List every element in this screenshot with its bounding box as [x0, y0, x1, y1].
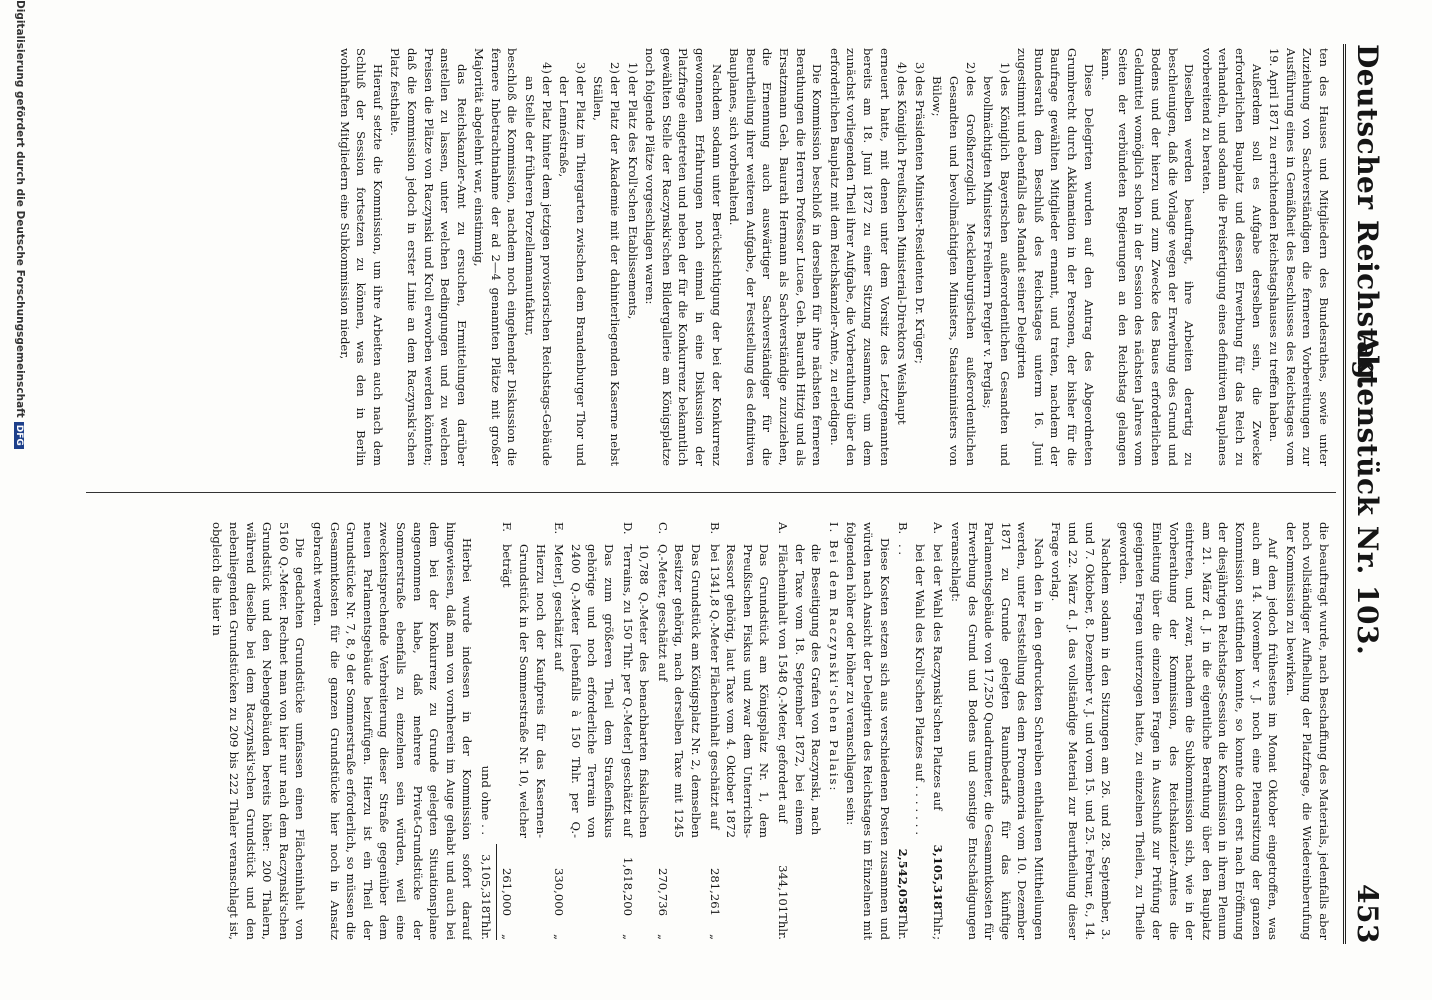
cost-row — [706, 522, 772, 940]
item-text: des Präsidenten Minister-Residenten Dr. Krüger; — [912, 76, 927, 364]
total-amount: 3,105,318 — [478, 854, 493, 914]
row-unit: „ — [620, 933, 635, 940]
row-unit: „ — [655, 933, 670, 940]
total-row — [477, 522, 494, 940]
cost-row — [551, 522, 617, 940]
section-heading: I. Bei dem Raczynski'schen Palais: — [826, 522, 841, 793]
list-item — [522, 48, 555, 466]
cost-row — [774, 522, 824, 940]
row-text: Das Grundstück am Königsplatz Nr. 1, dem Preußischen Fiskus und zwar dem Unterrichts-Ressort gehörig, laut Taxe vom 4. Oktober 1872 bei 1341,8 Q.-Meter Flächeninhalt geschätzt auf — [707, 544, 772, 838]
document-number: Aktenstück Nr. 103. — [1351, 332, 1384, 656]
total-text: und ohne . . — [478, 765, 493, 836]
cost-row — [499, 522, 549, 940]
paragraph: Die gedachten Grundstücke umfassen einen Flächeninhalt von 5160 Q.-Meter. Rechnet man von hier nur nach dem Raczynski'schen Grundstück und den Nebengebäuden bereits höher: 200 Thalern, während dieselbe bei dem Raczynski'schen Grundstück und den nebenliegenden Grundstücken zu 209 bis 222 Thaler veranschlagt ist, obgleich die hier in — [210, 522, 308, 940]
item-marker: 4) — [539, 62, 554, 74]
paragraph: Nachdem sodann in den Sitzungen am 26. und 28. September, 3. und 7. Oktober, 8. Dezember v. J. und vom 15. und 25. Februar, 6., 14. und 22. März d. J. das vollständige Material zur Beurtheilung dieser Frage vorlag. — [1049, 522, 1114, 940]
row-unit: Thlr. — [896, 913, 911, 940]
row-amount: 344,101 — [776, 865, 790, 914]
item-marker: 2) — [963, 62, 978, 74]
left-column — [82, 48, 1332, 466]
cost-row — [895, 522, 928, 940]
row-text: bei der Wahl des Kroll'schen Platzes auf . . . . . . . . . — [896, 544, 927, 836]
paragraph: Hierbei wurde indessen in der Kommission sofort darauf hingewiesen, daß man von vornherein im Auge gehabt und auch bei dem bei der Konkurrenz zu Grunde gelegten Situationsplane angenommen habe, daß mehrere Privat-Grundstücke der Sommerstraße ebenfalls zu einzelnen sein würden, weil eine zweckentsprechende Verbreiterung dieser Straße gegenüber dem neuen Parlamentsgebäude beizufügen. Hierzu ist ein Theil der Grundstücke Nr. 7, 8, 9 der Sommerstraße erforderlich, so müssen die Gesammtkosten für die ganzen Grundstücke hier noch in Ansatz gebracht werden. — [310, 522, 475, 940]
item-marker: 4) — [895, 62, 910, 74]
row-marker: E. — [552, 522, 567, 535]
row-amount: 281,261 — [707, 868, 722, 916]
row-marker: C. — [655, 522, 670, 535]
item-marker: 1) — [625, 62, 640, 74]
row-unit: „ — [552, 933, 567, 940]
paragraph: Nachdem sodann unter Berücksichtigung der bei der Konkurrenz gewonnenen Erfahrungen noch einmal in eine Diskussion der Platzfrage eingetreten und neben der für die Konkurrenz bekanntlich gewählten Stelle der Raczynski'schen Bildergallerie am Königsplatze noch folgende Plätze vorgeschlagen waren: — [643, 48, 724, 466]
running-head — [1346, 44, 1386, 944]
item-text: des Großherzoglich Mecklenburgischen außerordentlichen Gesandten und bevollmächtigten Ministers, Staatsministers von Bülow; — [930, 76, 978, 466]
row-marker: B. — [707, 522, 722, 535]
row-text: die Beseitigung des Grafen von Raczynski, nach der Taxe vom 18. September 1872, bei einem Flächeninhalt von 1548 Q.-Meter, gefordert auf — [776, 544, 824, 836]
dfg-logo: DFG — [14, 422, 24, 449]
row-amount: 1,618,200 — [620, 856, 635, 916]
paragraph: Die Kommission beschloß in derselben für ihre nächsten ferneren Berathungen die Herren Professor Lucae, Geh. Baurath Hitzig und als Ersatzmann Geh. Baurath Hermann als Sachverständige zuzuziehen, die Ernennung auch auswärtiger Sachverständiger für die Beurtheilung ihrer weiteren Aufgabe, der Feststellung des definitiven Bauplanes, sich vorbehaltend. — [727, 48, 825, 466]
list-item — [894, 48, 911, 466]
row-unit: Thlr.; — [931, 909, 946, 940]
column-divider — [86, 492, 1336, 493]
list-item — [911, 48, 928, 466]
row-amount: 2,542,058 — [896, 848, 911, 914]
item-text: der Platz im Thiergarten zwischen dem Brandenburger Thor und der Lennéstraße, — [557, 76, 588, 466]
row-amount: 330,000 — [552, 868, 567, 916]
paragraph: beschloß die Kommission, nachdem noch eingehender Diskussion die fernere Inbetrachtnahme der ad 2—4 genannten Plätze mit großer Majorität abgelehnt war, einstimmig, — [472, 48, 520, 466]
paragraph: Hierauf setzte die Kommission, um ihre Arbeiten auch nach dem Schluß der Session fortsetzen zu können, was den in Berlin wohnhaften Mitgliedern eine Subkommission nieder, — [337, 48, 385, 466]
row-text: 10,788 Q.-Meter des benachbarten fiskalischen Terrains, zu 150 Thlr. per Q.-Meter] geschätzt auf — [620, 544, 652, 838]
journal-title: Deutscher Reichstag. — [1351, 44, 1384, 391]
list-item — [556, 48, 589, 466]
right-column — [82, 522, 1332, 940]
sum-rule — [496, 844, 497, 940]
row-marker: D. — [620, 522, 635, 535]
row-marker: A. — [931, 522, 946, 535]
row-text: Das Grundstück am Königsplatz Nr. 2, demselben Besitzer gehörig, nach derselben Taxe mit 1245 Q.-Meter, geschätzt auf — [655, 544, 704, 838]
item-marker: 3) — [912, 62, 927, 74]
item-marker: 2) — [608, 62, 623, 74]
item-text: des Königlich Preußischen Ministerial-Direktors Weishaupt — [895, 76, 910, 425]
paragraph: erneuert hatte, mit denen unter dem Vorsitz des Letztgenannten bereits am 18. Juni 1872 zu einer Sitzung zusammen, um dem zunächst vorliegenden Theil ihrer Aufgabe, die Vorberathung über den erforderlichen Bauplatz mit dem Reichskanzler-Amte, zu erledigen. — [827, 48, 892, 466]
row-amount: 3,105,318 — [931, 844, 946, 910]
paragraph: Auf dem jedoch frühestens im Monat Oktober eingetroffen, was auch am 14. November v. J. noch eine Plenarsitzung der ganzen Kommission stattfinden konnte, so konnte doch erst nach Eröffnung der diesjährigen Reichstags-Session die Kommission in ihrem Plenum am 21. März d. J. in die eigentliche Berathung über den Bauplatz eintreten, und zwar, nachdem die Subkommission sich, wie in der Vorberathung der Kommission, des Reichskanzler-Amtes die Einleitung über die einzelnen Fragen in Ausschuß zur Prüfung der geeigneten Fragen unterzogen hatte, zu einzelnen Theilen, zu Theile geworden. — [1116, 522, 1281, 940]
item-text: der Platz hinter dem jetzigen provisorischen Reichstags-Gebäude an Stelle der früheren Porzellanmanufaktur, — [523, 76, 554, 466]
row-text: Hierzu noch der Kaufpreis für das Kasernen-Grundstück in der Sommerstraße Nr. 10, welcher beträgt — [500, 544, 548, 838]
row-marker: F. — [500, 522, 515, 532]
cost-row — [654, 522, 704, 940]
page-number: 453 — [1351, 884, 1384, 944]
item-text: der Platz des Kroll'schen Etablissements, — [625, 76, 640, 320]
item-text: des Königlich Bayerischen außerordentlichen Gesandten und bevollmächtigten Ministers Freiherrn Pergler v. Perglas; — [981, 76, 1012, 466]
paragraph: Nach den in den gedruckten Schreiben enthaltenen Mittheilungen werden, unter Feststellung des dem Promemoria vom 10. Dezember 1871 zu Grunde gelegten Raumbedarfs für das künftige Parlamentsgebäude von 17,250 Quadratmeter, die Gesammtkosten für Erwerbung des Grund und Bodens und sonstige Entschädigungen veranschlagt: — [948, 522, 1046, 940]
list-item — [929, 48, 979, 466]
item-marker: 3) — [573, 62, 588, 74]
list-item — [624, 48, 641, 466]
cost-row — [930, 522, 947, 940]
list-item — [590, 48, 623, 466]
row-unit: Thlr. — [776, 913, 790, 940]
paragraph: ten des Hauses und Mitgliedern des Bundesrathes, sowie unter Zuziehung von Sachverständigen die ferneren Vorbereitungen zur Ausführung eines in Gemäßheit des Beschlusses des Reichstages vom 19. April 1871 zu errichtenden Reichstagshauses zu treffen haben. — [1267, 48, 1331, 466]
row-marker: A. — [776, 522, 790, 535]
total-unit: Thlr. — [478, 913, 493, 940]
digitization-credit — [8, 0, 26, 1000]
row-text: Das zum größeren Theil dem Straßenfiskus gehörige und noch erforderliche Terrain von 2400 Q.-Meter [ebenfalls à 150 Thlr. per Q.-Meter], geschätzt auf — [552, 544, 617, 838]
list-item — [980, 48, 1013, 466]
item-text: der Platz der Akademie mit der dahinterliegenden Kaserne nebst Ställen, — [591, 76, 623, 466]
paragraph: die beauftragt wurde, nach Beschaffung des Materials, jedenfalls aber noch vollständiger Aufhellung der Platzfrage, die Wiedereinberufung der Kommission zu bewirken. — [1283, 522, 1331, 940]
row-amount: 261,000 — [500, 868, 515, 916]
item-marker: 1) — [997, 62, 1012, 74]
header-rule — [1343, 44, 1346, 944]
paragraph: Außerdem soll es Aufgabe derselben sein, die Zwecke erforderlichen Bauplatz und dessen Erwerbung für das Reich zu verhandeln, und sodann die Preisfertigung eines definitiven Bauplanes vorbereitend zu beraten. — [1199, 48, 1264, 466]
row-text: bei der Wahl des Raczynski'schen Platzes auf — [931, 544, 946, 811]
row-marker: B. — [896, 522, 911, 535]
paragraph: Diese Kosten setzen sich aus verschiedenen Posten zusammen und würden nach Ansicht der Delegirten des Reichstages im Einzelnen mit folgenden höher oder höher zu veranschlagen sein: — [844, 522, 892, 940]
row-unit: „ — [500, 933, 515, 940]
paragraph: Dieselben werden beauftragt, ihre Arbeiten derartig zu beschleunigen, daß die Vorlage wegen der Erwerbung des Grund und Bodens und der hierzu und zum Zwecke des Baues erforderlichen Geldmittel womöglich schon in der Session des nächsten Jahres vom Seiten der verbündeten Regierungen an den Reichstag gelangen kann. — [1099, 48, 1197, 466]
row-unit: „ — [707, 933, 722, 940]
credit-text: Digitalisierung gefördert durch die Deutsche Forschungsgemeinschaft — [14, 0, 26, 418]
paragraph: das Reichskanzler-Amt zu ersuchen, Ermittelungen darüber anstellen zu lassen, unter welchen Bedingungen und zu welchen Preisen die Plätze von Raczynski und Kroll erworben werden könnten; daß die Kommission jedoch in erster Linie an dem Raczynski'schen Platz festhalte. — [388, 48, 469, 466]
cost-row — [619, 522, 652, 940]
paragraph: Diese Delegirten wurden auf den Antrag des Abgeordneten Grumbrecht durch Akklamation in der Personen, der bisher für die Baufrage gewählten Mitglieder ernannt, und traten, nachdem der Bundesrath dem Beschluß des Reichstages unterm 16. Juni zugestimmt und ebenfalls das Mandat seiner Delegirten — [1015, 48, 1096, 466]
row-amount: 270,736 — [655, 868, 670, 916]
